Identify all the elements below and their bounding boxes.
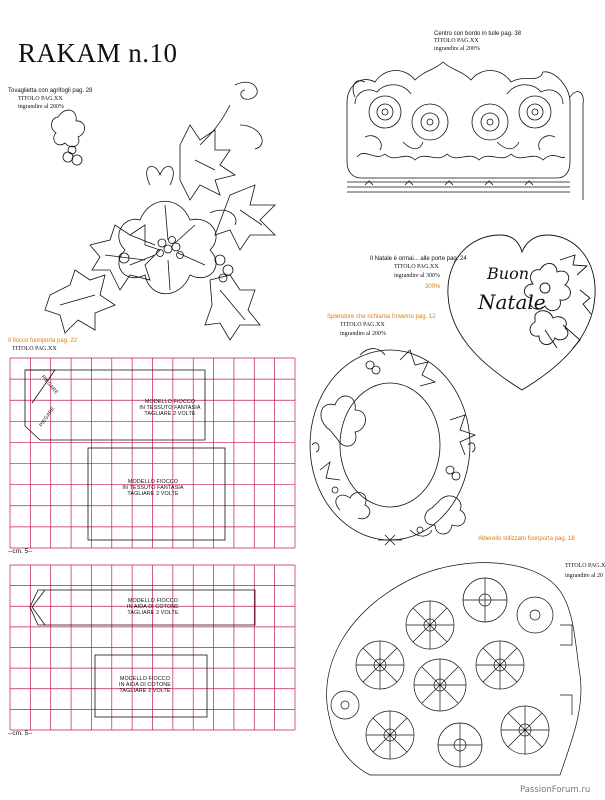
label-line: TAGLIARE 2 VOLTE	[127, 610, 179, 617]
bow-top-label-2	[103, 479, 203, 498]
scale-label-bottom: --cm. 5--	[8, 730, 33, 737]
wreath-ref: TITOLO PAG.XX	[340, 322, 385, 328]
tulle-border-illustration	[325, 42, 590, 202]
holly-enlarge: ingrandire al 200%	[18, 104, 64, 110]
label-line: IN TESSUTO FANTASIA	[122, 485, 184, 492]
tree-ref: TITOLO PAG.X	[565, 563, 605, 569]
label-line: MODELLO FIOCCO	[127, 479, 179, 485]
wreath-caption: Splendore che richiama l'inverno pag. 12	[327, 314, 436, 320]
label-line: MODELLO FIOCCO	[127, 598, 179, 604]
fold-label-1: PIEGARE	[39, 374, 60, 396]
label-line: TAGLIARE 2 VOLTE	[144, 411, 196, 418]
poinsettia-flowers	[331, 578, 553, 767]
tree-caption: Alberello stilizzato fuoriporta pag. 18	[478, 536, 575, 542]
tree-illustration	[310, 545, 595, 785]
bow-ref: TITOLO PAG.XX	[12, 346, 57, 352]
page-title: RAKAM n.10	[18, 38, 178, 68]
holly-embroidery-illustration	[30, 65, 300, 345]
heart-text-natale: Natale	[478, 290, 546, 314]
bow-grid-bottom	[10, 565, 300, 733]
tulle-enlarge: ingrandire al 200%	[434, 46, 480, 52]
label-line: MODELLO FIOCCO	[144, 399, 196, 405]
heart-percent: 300%	[425, 284, 441, 290]
bow-caption: Il fiocco fuoriporta pag. 22	[8, 338, 78, 344]
label-line: IN TESSUTO FANTASIA	[139, 405, 201, 412]
heart-enlarge: ingrandire al 300%	[394, 273, 440, 279]
bow-top-label-1	[120, 399, 220, 418]
label-line: TAGLIARE 2 VOLTE	[119, 688, 171, 695]
heart-text-buon: Buon	[487, 264, 529, 283]
wreath-illustration	[300, 340, 490, 555]
tree-enlarge: ingrandire al 20	[565, 573, 603, 579]
watermark: PassionForum.ru	[520, 785, 591, 795]
bow-bottom-label-2	[95, 676, 195, 695]
label-line: IN AIDA DI COTONE	[127, 604, 179, 611]
bow-bottom-label-1	[103, 598, 203, 617]
tulle-caption: Centro con bordo in tulle pag. 38	[434, 31, 522, 37]
scale-label-top: --cm. 5--	[8, 548, 33, 555]
label-line: MODELLO FIOCCO	[119, 676, 171, 682]
holly-ref: TITOLO PAG.XX	[18, 96, 63, 102]
wreath-enlarge: ingrandire al 200%	[340, 331, 386, 337]
fold-label-2: PIEGARE	[38, 405, 57, 429]
label-line: IN AIDA DI COTONE	[119, 682, 171, 689]
holly-caption: Tovaglietta con agrifogli pag. 28	[8, 88, 93, 94]
heart-caption: Il Natale è ormai... alle porte pag. 24	[370, 256, 467, 262]
label-line: TAGLIARE 2 VOLTE	[127, 491, 179, 498]
heart-ref: TITOLO PAG.XX	[394, 264, 439, 270]
tulle-ref: TITOLO PAG.XX	[434, 38, 479, 44]
